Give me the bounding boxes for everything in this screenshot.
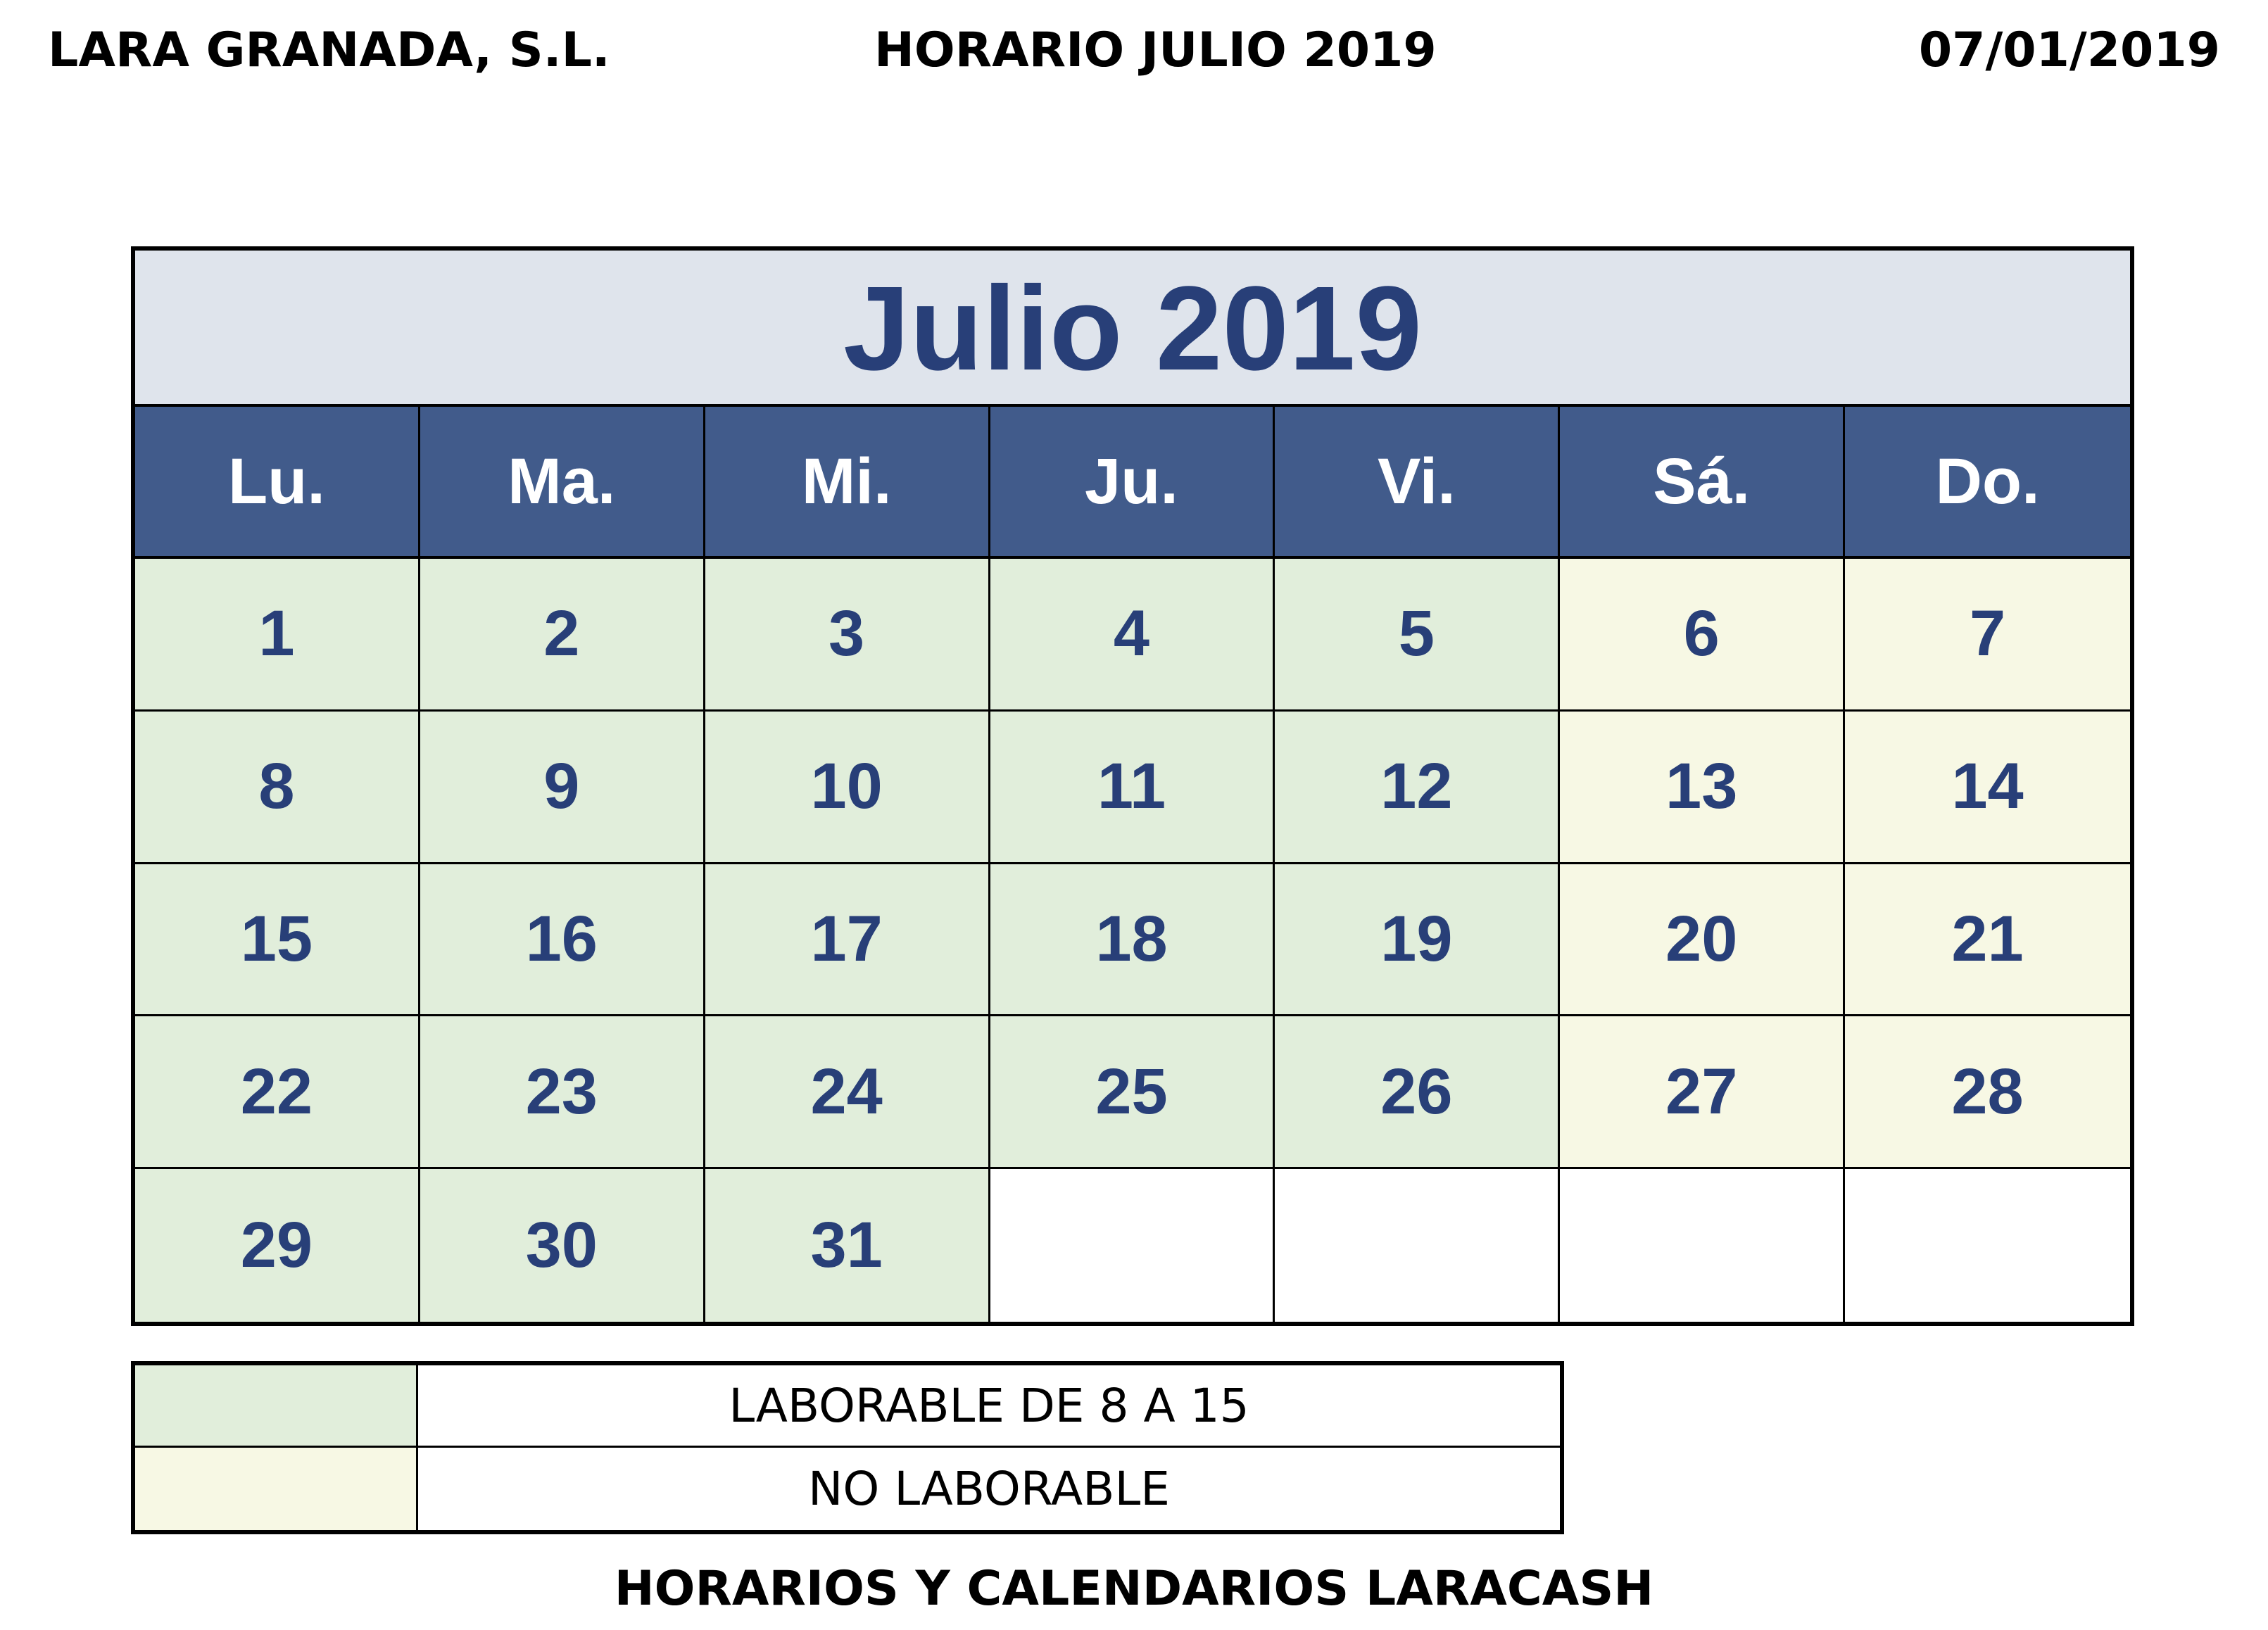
day-name-tuesday: Ma.	[420, 407, 705, 559]
day-cell: 10	[705, 712, 990, 864]
day-cell: 25	[990, 1016, 1275, 1169]
day-cell: 16	[420, 864, 705, 1017]
legend-non-working-swatch	[135, 1448, 418, 1530]
day-name-monday: Lu.	[135, 407, 420, 559]
day-cell: 9	[420, 712, 705, 864]
day-name-sunday: Do.	[1845, 407, 2130, 559]
footer-text: HORARIOS Y CALENDARIOS LARACASH	[614, 1561, 1654, 1617]
calendar-table	[131, 246, 2134, 1326]
legend-working-swatch	[135, 1365, 418, 1448]
day-cell: 29	[135, 1169, 420, 1322]
empty-day-cell	[1275, 1169, 1560, 1322]
day-name-thursday: Ju.	[990, 407, 1275, 559]
schedule-title: HORARIO JULIO 2019	[874, 23, 1437, 78]
company-name: LARA GRANADA, S.L.	[48, 23, 610, 78]
day-name-wednesday: Mi.	[705, 407, 990, 559]
day-cell: 15	[135, 864, 420, 1017]
day-cell: 30	[420, 1169, 705, 1322]
day-cell: 14	[1845, 712, 2130, 864]
day-cell: 18	[990, 864, 1275, 1017]
empty-day-cell	[1560, 1169, 1845, 1322]
empty-day-cell	[990, 1169, 1275, 1322]
day-cell: 11	[990, 712, 1275, 864]
day-cell: 21	[1845, 864, 2130, 1017]
legend-working-label: LABORABLE DE 8 A 15	[418, 1365, 1560, 1448]
day-cell: 1	[135, 559, 420, 712]
day-name-saturday: Sá.	[1560, 407, 1845, 559]
month-title: Julio 2019	[135, 251, 2130, 407]
document-date: 07/01/2019	[1918, 23, 2220, 78]
day-cell: 7	[1845, 559, 2130, 712]
legend-non-working-label: NO LABORABLE	[418, 1448, 1560, 1530]
day-cell: 3	[705, 559, 990, 712]
day-cell: 22	[135, 1016, 420, 1169]
day-cell: 28	[1845, 1016, 2130, 1169]
day-cell: 26	[1275, 1016, 1560, 1169]
day-cell: 27	[1560, 1016, 1845, 1169]
legend-table	[131, 1361, 1564, 1534]
day-cell: 6	[1560, 559, 1845, 712]
day-cell: 12	[1275, 712, 1560, 864]
day-cell: 17	[705, 864, 990, 1017]
day-cell: 4	[990, 559, 1275, 712]
day-cell: 8	[135, 712, 420, 864]
day-cell: 19	[1275, 864, 1560, 1017]
day-cell: 2	[420, 559, 705, 712]
day-cell: 24	[705, 1016, 990, 1169]
calendar-grid	[135, 407, 2130, 1322]
day-cell: 13	[1560, 712, 1845, 864]
day-cell: 31	[705, 1169, 990, 1322]
empty-day-cell	[1845, 1169, 2130, 1322]
day-cell: 20	[1560, 864, 1845, 1017]
day-cell: 23	[420, 1016, 705, 1169]
day-cell: 5	[1275, 559, 1560, 712]
day-name-friday: Vi.	[1275, 407, 1560, 559]
